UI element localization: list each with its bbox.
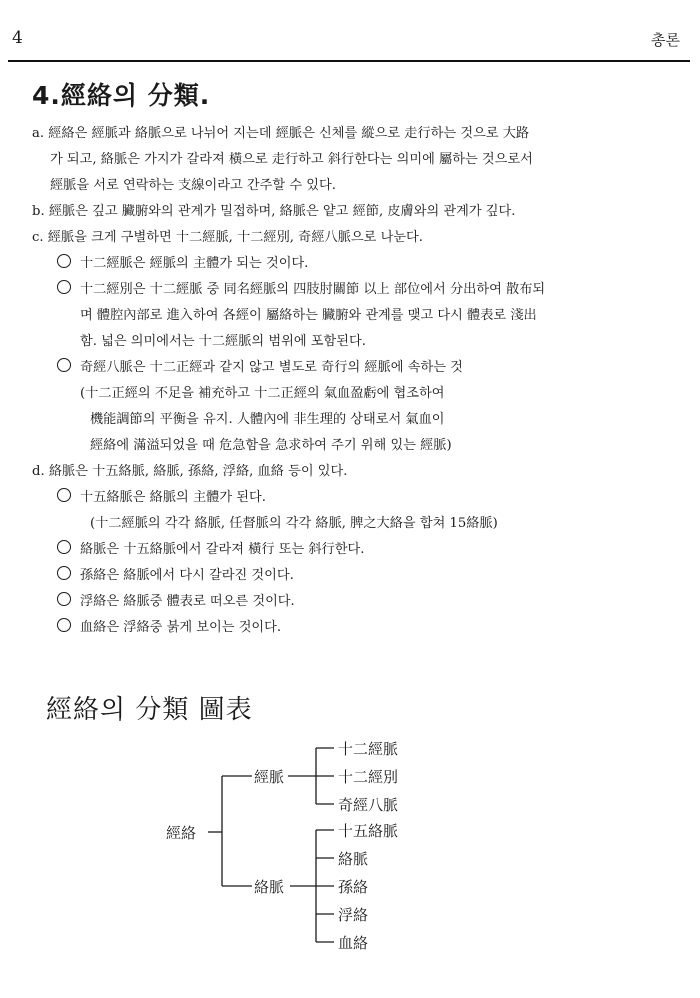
item-c-intro: c. 經脈을 크게 구별하면 十二經脈, 十二經別, 奇經八脈으로 나눈다. <box>32 230 423 245</box>
classification-table-heading: 經絡의 分類 圖表 <box>46 695 253 725</box>
tree-leaf-label: 孫絡 <box>338 878 369 896</box>
tree-leaf-label: 十五絡脈 <box>338 822 399 840</box>
tree-root-label: 經絡 <box>166 824 197 842</box>
item-c-subitem-line: 奇經八脈은 十二正經과 같지 않고 별도로 奇行의 經脈에 속하는 것 <box>80 360 463 375</box>
tree-leaf-label: 奇經八脈 <box>338 796 399 814</box>
item-d-subitem-line: 浮絡은 絡脈중 體表로 떠오른 것이다. <box>80 594 295 609</box>
item-c-subitem-line: 經絡에 滿溢되었을 때 危急함을 急求하여 주기 위해 있는 經脈) <box>90 438 452 453</box>
item-a-line: 經脈을 서로 연락하는 支線이라고 간주할 수 있다. <box>50 178 336 193</box>
item-d-subitem-line: 血絡은 浮絡중 붉게 보이는 것이다. <box>80 620 282 635</box>
item-a-line: a. 經絡은 經脈과 絡脈으로 나뉘어 지는데 經脈은 신체를 縱으로 走行하는 것으로 大路 <box>32 126 530 141</box>
item-d-subitem-line: (十二經脈의 각각 絡脈, 任督脈의 각각 絡脈, 脾之大絡을 합쳐 15絡脈) <box>90 516 498 531</box>
item-c-subitem-line: 機能調節의 平衡을 유지. 人體內에 非生理的 상태로서 氣血이 <box>90 412 445 427</box>
tree-leaf-label: 十二經別 <box>338 768 399 786</box>
item-c-subitem-line: (十二正經의 不足을 補充하고 十二正經의 氣血盈虧에 협조하여 <box>80 386 445 401</box>
running-head: 총론 <box>651 31 680 49</box>
tree-branch-label: 絡脈 <box>254 878 285 896</box>
tree-leaf-label: 浮絡 <box>338 906 369 924</box>
item-c-subitem-line: 十二經別은 十二經脈 중 同名經脈의 四肢肘關節 以上 部位에서 分出하여 散布되 <box>80 282 546 297</box>
item-a-line: 가 되고, 絡脈은 가지가 갈라져 橫으로 走行하고 斜行한다는 의미에 屬하는 것으로서 <box>50 152 533 167</box>
item-d-intro: d. 絡脈은 十五絡脈, 絡脈, 孫絡, 浮絡, 血絡 등이 있다. <box>32 464 348 479</box>
item-d-subitem-line: 絡脈은 十五絡脈에서 갈라져 橫行 또는 斜行한다. <box>80 542 365 557</box>
tree-leaf-label: 血絡 <box>338 934 369 952</box>
item-d-subitem-line: 孫絡은 絡脈에서 다시 갈라진 것이다. <box>80 568 294 583</box>
item-d-subitem-line: 十五絡脈은 絡脈의 主體가 된다. <box>80 490 266 505</box>
item-c-subitem-line: 十二經脈은 經脈의 主體가 되는 것이다. <box>80 256 309 271</box>
tree-leaf-label: 十二經脈 <box>338 740 399 758</box>
tree-branch-label: 經脈 <box>254 768 285 786</box>
tree-leaf-label: 絡脈 <box>338 850 369 868</box>
item-b-line: b. 經脈은 깊고 臟腑와의 관계가 밀접하며, 絡脈은 얕고 經節, 皮膚와의 관계가 깊다. <box>32 204 516 219</box>
item-c-subitem-line: 함. 넓은 의미에서는 十二經脈의 범위에 포함된다. <box>80 334 366 349</box>
item-c-subitem-line: 며 體腔內部로 進入하여 各經이 屬絡하는 臟腑와 관계를 맺고 다시 體表로 淺出 <box>80 308 537 323</box>
page-number: 4 <box>12 28 23 48</box>
section-title: 4.經絡의 分類. <box>32 81 211 110</box>
